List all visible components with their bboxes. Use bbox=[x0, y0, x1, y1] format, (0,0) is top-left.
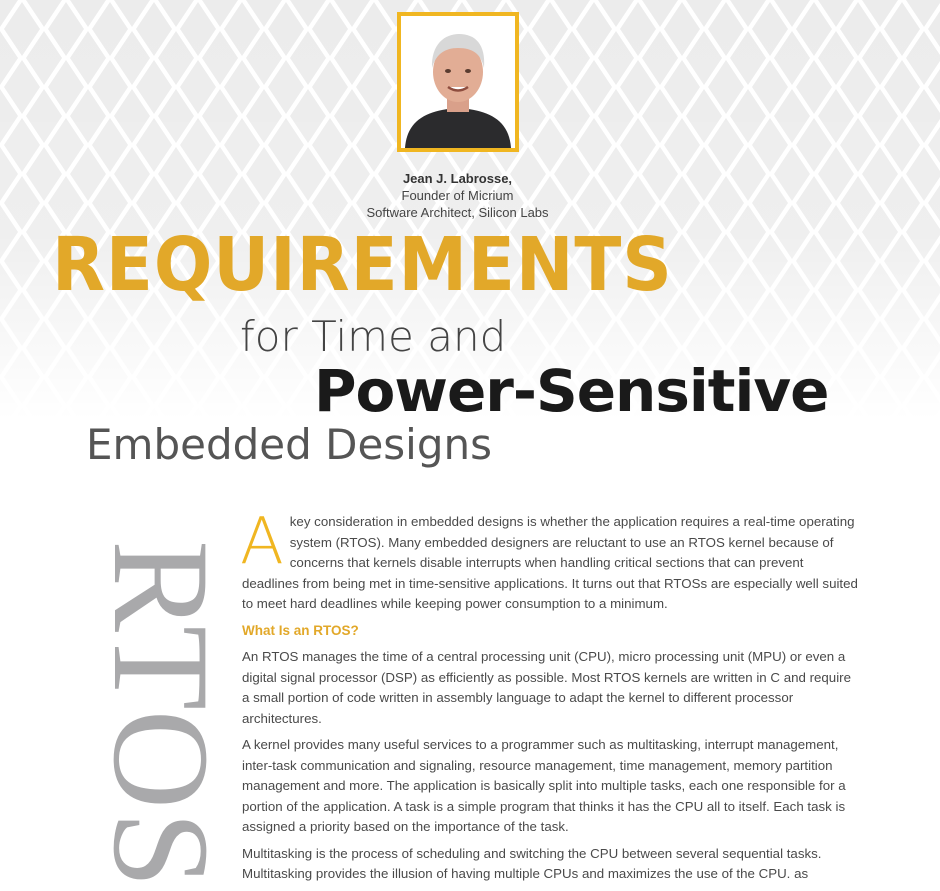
side-label-rtos bbox=[85, 540, 238, 890]
intro-paragraph bbox=[240, 505, 858, 615]
paragraph-rtos-manages: An RTOS manages the time of a central processing unit (CPU), micro processing unit (MPU) or even a digital signal processor (DSP) as efficiently as possible. Most RTOS kernels are written in C and require a small portion of code written in assembly language to adapt the kernel to different processor architectures. bbox=[242, 649, 851, 726]
intro-text: key consideration in embedded designs is whether the application requires a real-time operating system (RTOS). Many embedded designers are reluctant to use an RTOS kernel because of concerns that kernels disable interrupts when handling critical sections that can prevent deadlines from being met in time-sensitive applications. It turns out that RTOSs are especially well suited to meet hard deadlines while keeping power consumption to a minimum. bbox=[242, 514, 858, 611]
side-label-rtos-text: RTOS bbox=[85, 540, 238, 890]
title-for-time-and: for Time and bbox=[240, 312, 507, 361]
author-byline bbox=[300, 170, 615, 221]
title-embedded-designs: Embedded Designs bbox=[86, 420, 493, 469]
article-body bbox=[240, 505, 858, 891]
drop-cap: A bbox=[240, 505, 284, 579]
title-requirements: REQUIREMENTS bbox=[52, 222, 673, 308]
paragraph-kernel-services: A kernel provides many useful services to a programmer such as multitasking, interrupt management, inter-task communication and signaling, resource management, time management, memory partition management and more. The application is basically split into multiple tasks, each one responsible for a portion of the application. A task is a simple program that thinks it has the CPU all to itself. Each task is assigned a priority based on the importance of the task. bbox=[242, 737, 846, 834]
author-role-architect: Software Architect, Silicon Labs bbox=[366, 205, 549, 220]
paragraph-multitasking: Multitasking is the process of scheduling and switching the CPU between several sequential tasks. Multitasking provides the illusion of having multiple CPUs and maximizes the use of the CPU. as bbox=[242, 845, 822, 881]
author-portrait-image bbox=[401, 16, 515, 148]
author-name: Jean J. Labrosse, bbox=[402, 171, 513, 186]
author-photo bbox=[397, 12, 519, 152]
title-power-sensitive: Power-Sensitive bbox=[314, 357, 829, 425]
section-heading-what-is-rtos: What Is an RTOS? bbox=[242, 622, 359, 638]
author-role-founder: Founder of Micrium bbox=[401, 188, 514, 203]
